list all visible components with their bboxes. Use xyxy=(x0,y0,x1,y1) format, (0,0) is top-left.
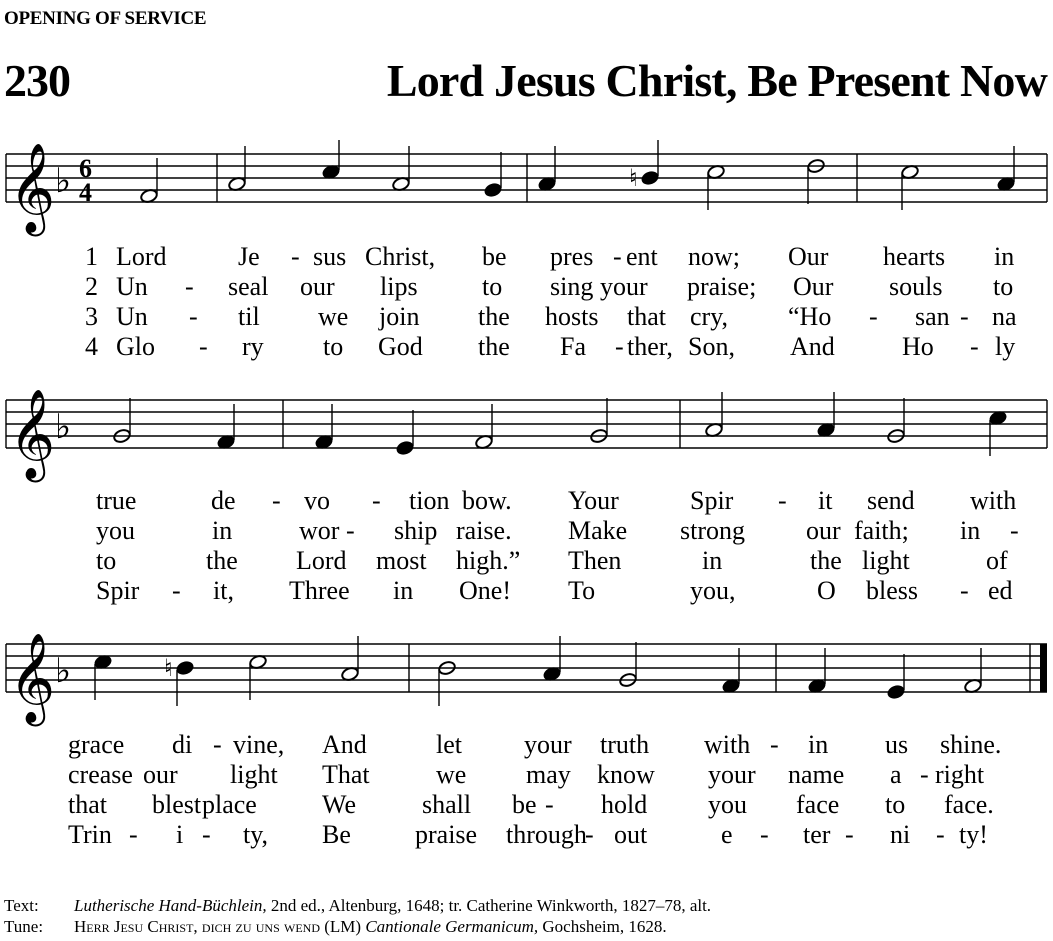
lyric-syllable: “Ho xyxy=(788,302,832,331)
lyric-syllable: To xyxy=(568,576,596,605)
hymn-title: Lord Jesus Christ, Be Present Now xyxy=(386,55,1047,106)
lyric-syllable: vo xyxy=(304,486,330,515)
time-signature-bottom: 4 xyxy=(79,178,92,207)
lyric-syllable: our xyxy=(300,272,335,301)
lyric-syllable: the xyxy=(478,332,510,361)
lyric-syllable: know xyxy=(597,760,655,789)
lyric-syllable: - xyxy=(291,242,300,271)
lyric-syllable: crease xyxy=(68,760,133,789)
lyric-syllable: praise xyxy=(415,820,478,849)
lyric-syllable: light xyxy=(862,546,910,575)
lyric-syllable: be xyxy=(512,790,537,819)
lyric-syllable: most xyxy=(376,546,427,575)
lyric-syllable: - xyxy=(936,820,945,849)
lyric-syllable: to xyxy=(323,332,344,361)
lyric-syllable: through xyxy=(506,820,587,849)
verse-number: 1 xyxy=(85,242,98,271)
lyric-syllable: face. xyxy=(944,790,994,819)
lyric-syllable: Je xyxy=(238,242,260,271)
lyric-syllable: - xyxy=(920,760,929,789)
lyric-syllable: ry xyxy=(242,332,264,361)
lyric-syllable: that xyxy=(627,302,666,331)
lyric-syllable: - xyxy=(845,820,854,849)
lyric-syllable: Un xyxy=(116,302,148,331)
lyric-syllable: the xyxy=(206,546,238,575)
treble-clef-icon: 𝄞 xyxy=(9,143,56,233)
flat-icon: ♭ xyxy=(55,651,72,691)
lyric-syllable: us xyxy=(885,730,909,759)
lyric-syllable: of xyxy=(986,546,1008,575)
lyric-syllable: be xyxy=(482,242,507,271)
tune-credit xyxy=(4,918,667,935)
lyric-syllable: One! xyxy=(459,576,511,605)
lyric-syllable: - xyxy=(202,820,211,849)
lyric-syllable: name xyxy=(788,760,845,789)
lyric-syllable: you xyxy=(708,790,747,819)
lyric-syllable: san xyxy=(915,302,950,331)
lyric-syllable: - xyxy=(372,486,381,515)
lyric-syllable: We xyxy=(322,790,356,819)
lyric-syllable: bow. xyxy=(462,486,512,515)
lyric-syllable: light xyxy=(230,760,278,789)
tune-name: Herr Jesu Christ, dich zu uns wend xyxy=(74,917,320,936)
tune-source: Cantionale Germanicum, xyxy=(365,917,539,936)
lyric-syllable: cry, xyxy=(690,302,729,331)
lyric-syllable: that xyxy=(68,790,107,819)
lyric-syllable: Our xyxy=(788,242,829,271)
lyric-syllable: to xyxy=(993,272,1014,301)
lyric-syllable: it xyxy=(818,486,833,515)
natural-icon: ♮ xyxy=(629,164,638,192)
lyric-syllable: e xyxy=(721,820,733,849)
treble-clef-icon: 𝄞 xyxy=(9,389,56,479)
text-credit-label: Text: xyxy=(4,896,39,915)
lyric-syllable: ship xyxy=(394,516,438,545)
lyric-syllable: now; xyxy=(688,242,740,271)
lyric-syllable: Be xyxy=(322,820,351,849)
lyric-syllable: ni xyxy=(890,820,911,849)
lyric-syllable: the xyxy=(478,302,510,331)
lyric-syllable: hold xyxy=(601,790,648,819)
lyric-syllable: And xyxy=(790,332,835,361)
lyric-syllable: - xyxy=(960,576,969,605)
lyric-syllable: with xyxy=(704,730,751,759)
lyric-syllable: Three xyxy=(289,576,350,605)
flat-icon: ♭ xyxy=(55,161,72,201)
lyric-syllable: may xyxy=(526,760,571,789)
lyric-syllable: That xyxy=(322,760,370,789)
lyric-syllable: your xyxy=(708,760,756,789)
lyric-syllable: Spir xyxy=(96,576,140,605)
lyric-syllable: - xyxy=(545,790,554,819)
lyric-syllable: Ho xyxy=(902,332,934,361)
lyric-syllable: - xyxy=(213,730,222,759)
lyric-syllable: it, xyxy=(213,576,234,605)
lyric-syllable: - xyxy=(129,820,138,849)
lyric-syllable: truth xyxy=(600,730,650,759)
lyric-syllable: in xyxy=(702,546,723,575)
lyric-syllable: - xyxy=(272,486,281,515)
lyric-syllable: a xyxy=(890,760,902,789)
lyric-syllable: - xyxy=(1010,516,1019,545)
lyric-syllable: O xyxy=(817,576,836,605)
lyric-syllable: in xyxy=(994,242,1015,271)
lyric-syllable: faith; xyxy=(854,516,909,545)
lyric-syllable: God xyxy=(378,332,423,361)
lyric-syllable: ty, xyxy=(243,820,269,849)
lyric-syllable: our xyxy=(806,516,841,545)
text-credit xyxy=(4,897,711,914)
lyric-syllable: souls xyxy=(889,272,943,301)
lyric-syllable: - xyxy=(960,302,969,331)
lyric-syllable: you, xyxy=(690,576,736,605)
lyric-syllable: vine, xyxy=(233,730,285,759)
lyric-syllable: - xyxy=(189,302,198,331)
lyric-syllable: ty! xyxy=(959,820,988,849)
lyric-syllable: ly xyxy=(995,332,1016,361)
lyric-syllable: Trin xyxy=(68,820,112,849)
lyric-syllable: ther, xyxy=(627,332,673,361)
verse-number: 4 xyxy=(85,332,98,361)
lyric-syllable: Glo xyxy=(116,332,155,361)
lyric-syllable: right xyxy=(935,760,985,789)
lyric-syllable: raise. xyxy=(456,516,512,545)
lyric-syllable: Our xyxy=(793,272,834,301)
flat-icon: ♭ xyxy=(55,407,72,447)
lyric-syllable: in xyxy=(808,730,829,759)
tune-meter: (LM) xyxy=(319,917,366,936)
music-staff-1 xyxy=(0,140,1053,250)
lyric-syllable: - xyxy=(970,332,979,361)
lyric-syllable: sus xyxy=(313,242,347,271)
lyric-syllable: to xyxy=(482,272,503,301)
lyric-syllable: tion xyxy=(409,486,450,515)
lyric-syllable: til xyxy=(238,302,260,331)
lyric-syllable: ter xyxy=(803,820,831,849)
lyric-syllable: sing xyxy=(550,272,594,301)
lyric-syllable: we xyxy=(436,760,467,789)
lyric-syllable: - xyxy=(778,486,787,515)
lyric-syllable: Fa xyxy=(560,332,586,361)
lyric-syllable: join xyxy=(379,302,420,331)
lyric-syllable: - xyxy=(185,272,194,301)
lyric-syllable: in xyxy=(212,516,233,545)
lyric-syllable: Un xyxy=(116,272,148,301)
section-heading: OPENING OF SERVICE xyxy=(4,8,207,29)
lyric-syllable: - xyxy=(760,820,769,849)
lyric-syllable: we xyxy=(318,302,349,331)
tune-credit-detail: Gochsheim, 1628. xyxy=(538,917,667,936)
lyric-syllable: Then xyxy=(568,546,622,575)
lyric-syllable: out xyxy=(614,820,648,849)
lyric-syllable: - xyxy=(869,302,878,331)
lyric-syllable: shall xyxy=(422,790,472,819)
lyric-syllable: your xyxy=(600,272,648,301)
lyric-syllable: in xyxy=(960,516,981,545)
lyric-syllable: And xyxy=(322,730,367,759)
lyric-syllable: na xyxy=(992,302,1017,331)
lyric-syllable: in xyxy=(393,576,414,605)
lyric-syllable: with xyxy=(970,486,1017,515)
lyric-syllable: to xyxy=(885,790,906,819)
lyric-syllable: Lord xyxy=(296,546,347,575)
verse-number: 2 xyxy=(85,272,98,301)
time-signature-top: 6 xyxy=(79,154,92,183)
lyric-syllable: true xyxy=(96,486,137,515)
music-staff-3 xyxy=(0,630,1053,740)
lyric-syllable: - xyxy=(613,242,622,271)
text-credit-detail: 2nd ed., Altenburg, 1648; tr. Catherine Winkworth, 1827–78, alt. xyxy=(266,896,712,915)
lyric-syllable: i xyxy=(176,820,184,849)
lyric-syllable: seal xyxy=(228,272,269,301)
lyric-syllable: hosts xyxy=(545,302,599,331)
lyric-syllable: di xyxy=(172,730,193,759)
natural-icon: ♮ xyxy=(164,654,173,682)
lyric-syllable: you xyxy=(96,516,135,545)
lyric-syllable: shine. xyxy=(940,730,1002,759)
lyric-syllable: Christ, xyxy=(365,242,436,271)
verse-number: 3 xyxy=(85,302,98,331)
lyric-syllable: Lord xyxy=(116,242,167,271)
lyric-syllable: - xyxy=(172,576,181,605)
lyric-syllable: ed xyxy=(988,576,1013,605)
lyric-syllable: hearts xyxy=(883,242,946,271)
tune-credit-label: Tune: xyxy=(4,917,44,936)
lyric-syllable: send xyxy=(867,486,915,515)
treble-clef-icon: 𝄞 xyxy=(9,633,56,723)
lyric-syllable: Your xyxy=(568,486,619,515)
lyric-syllable: - xyxy=(615,332,624,361)
lyric-syllable: bless xyxy=(866,576,918,605)
lyric-syllable: ent xyxy=(626,242,658,271)
lyric-syllable: Spir xyxy=(690,486,734,515)
lyric-syllable: - xyxy=(346,516,355,545)
lyric-syllable: our xyxy=(143,760,178,789)
lyric-syllable: pres xyxy=(550,242,594,271)
lyric-syllable: Make xyxy=(568,516,628,545)
text-credit-source: Lutherische Hand-Büchlein, xyxy=(74,896,267,915)
lyric-syllable: place xyxy=(202,790,257,819)
lyric-syllable: face xyxy=(796,790,840,819)
lyric-syllable: - xyxy=(199,332,208,361)
lyric-syllable: the xyxy=(810,546,842,575)
lyric-syllable: blest xyxy=(152,790,202,819)
lyric-syllable: lips xyxy=(380,272,418,301)
lyric-syllable: - xyxy=(585,820,594,849)
lyric-syllable: to xyxy=(96,546,117,575)
lyric-syllable: de xyxy=(211,486,236,515)
hymn-number: 230 xyxy=(4,55,70,106)
lyric-syllable: Son, xyxy=(688,332,735,361)
lyric-syllable: wor xyxy=(299,516,340,545)
lyric-syllable: your xyxy=(524,730,572,759)
lyric-syllable: high.” xyxy=(456,546,521,575)
music-staff-2 xyxy=(0,386,1053,496)
lyric-syllable: - xyxy=(770,730,779,759)
lyric-syllable: grace xyxy=(68,730,125,759)
lyric-syllable: strong xyxy=(680,516,745,545)
lyric-syllable: let xyxy=(436,730,462,759)
lyric-syllable: praise; xyxy=(687,272,757,301)
